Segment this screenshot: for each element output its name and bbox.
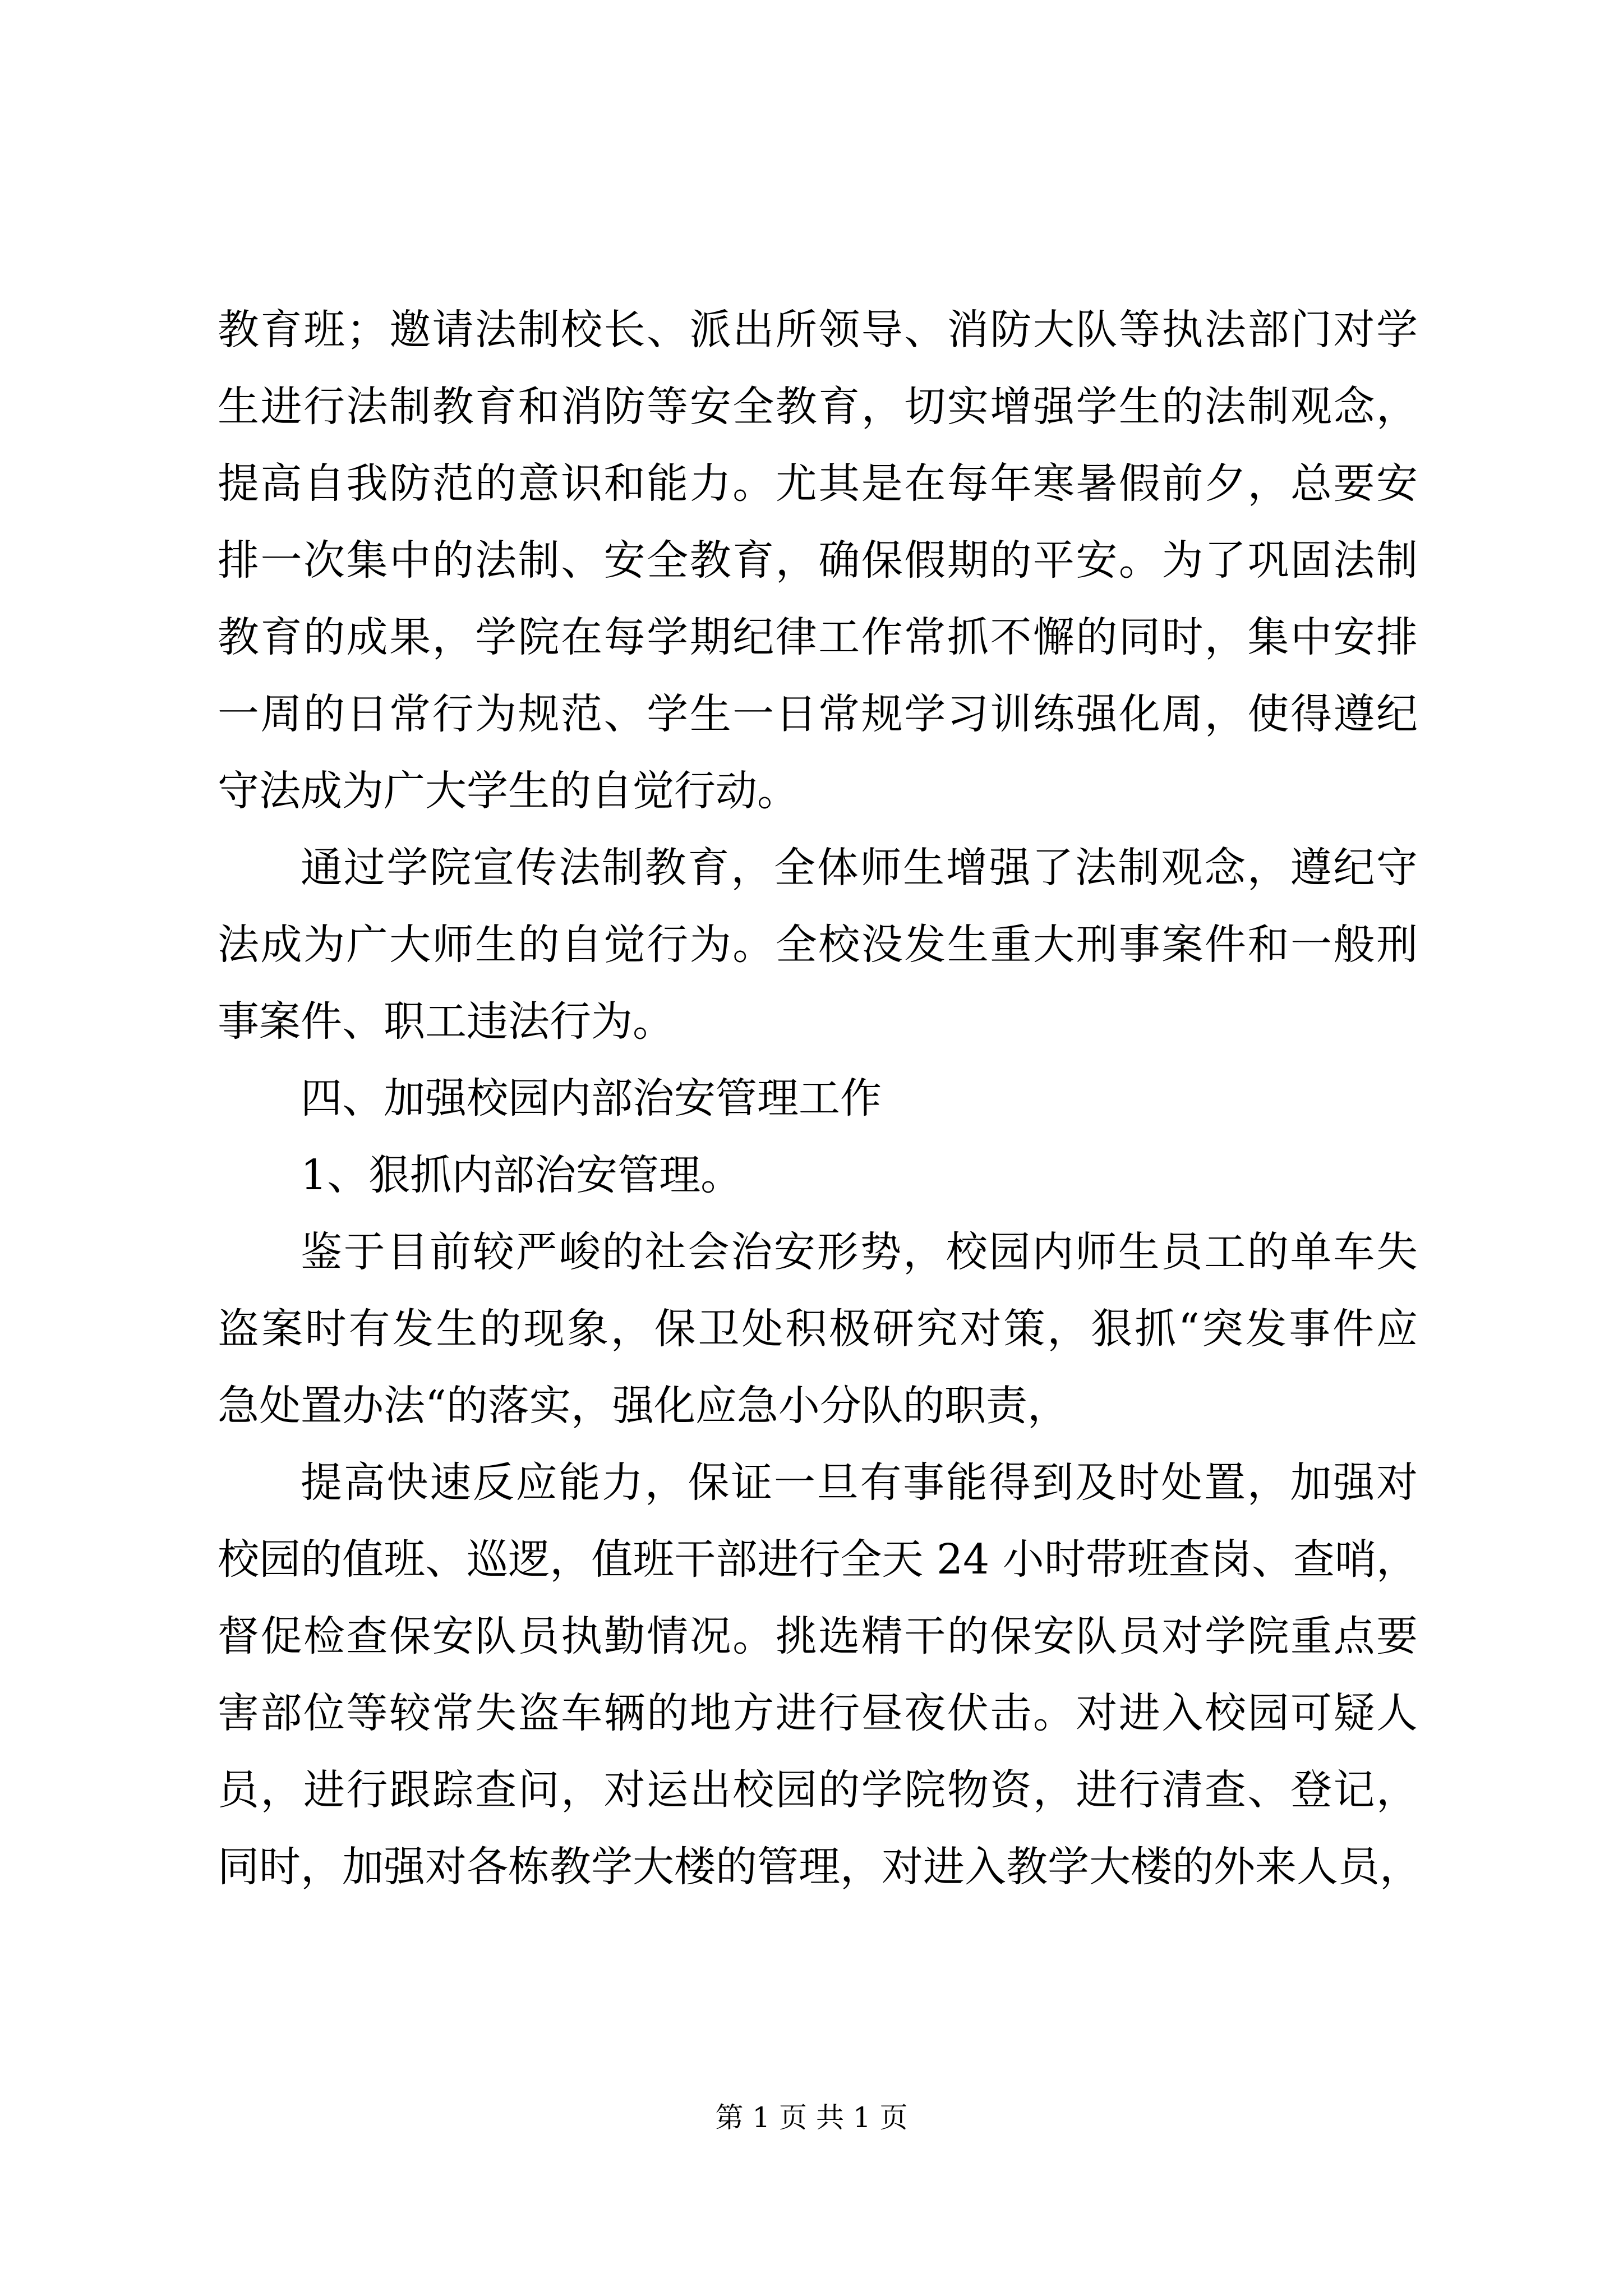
text-line: 四、加强校园内部治安管理工作	[301, 1074, 882, 1122]
text-line: 同时，加强对各栋教学大楼的管理，对进入教学大楼的外来人员，	[218, 1843, 1421, 1891]
page-footer	[0, 2098, 1623, 2137]
text-line: 督促检查保安队员执勤情况。挑选精干的保安队员对学院重点要	[218, 1612, 1418, 1660]
text-line: 教育班；邀请法制校长、派出所领导、消防大队等执法部门对学	[218, 306, 1418, 354]
text-line: 害部位等较常失盗车辆的地方进行昼夜伏击。对进入校园可疑人	[218, 1689, 1418, 1737]
text-line: 生进行法制教育和消防等安全教育，切实增强学生的法制观念，	[218, 383, 1418, 431]
text-line: 员，进行跟踪查问，对运出校园的学院物资，进行清查、登记，	[218, 1766, 1418, 1814]
text-line: 教育的成果，学院在每学期纪律工作常抓不懈的同时，集中安排	[218, 613, 1418, 661]
text-line: 校园的值班、巡逻，值班干部进行全天 24 小时带班查岗、查哨，	[218, 1535, 1418, 1584]
text-line: 提高快速反应能力，保证一旦有事能得到及时处置，加强对	[301, 1458, 1418, 1507]
text-line: 一周的日常行为规范、学生一日常规学习训练强化周，使得遵纪	[218, 690, 1418, 738]
text-line: 急处置办法“的落实，强化应急小分队的职责，	[218, 1382, 1069, 1430]
text-line: 盗案时有发生的现象，保卫处积极研究对策，狠抓“突发事件应	[218, 1305, 1418, 1353]
text-line: 法成为广大师生的自觉行为。全校没发生重大刑事案件和一般刑	[218, 921, 1418, 969]
page-number-label: 第 1 页 共 1 页	[715, 2101, 908, 2134]
text-line: 事案件、职工违法行为。	[218, 997, 674, 1046]
text-line: 通过学院宣传法制教育，全体师生增强了法制观念，遵纪守	[301, 844, 1418, 892]
text-line: 守法成为广大学生的自觉行动。	[218, 767, 799, 815]
document-body	[218, 292, 1421, 1906]
text-line: 提高自我防范的意识和能力。尤其是在每年寒暑假前夕，总要安	[218, 459, 1418, 508]
text-line: 1、狠抓内部治安管理。	[301, 1151, 743, 1199]
text-line: 鉴于目前较严峻的社会治安形势，校园内师生员工的单车失	[301, 1228, 1418, 1276]
text-line: 排一次集中的法制、安全教育，确保假期的平安。为了巩固法制	[218, 536, 1418, 585]
